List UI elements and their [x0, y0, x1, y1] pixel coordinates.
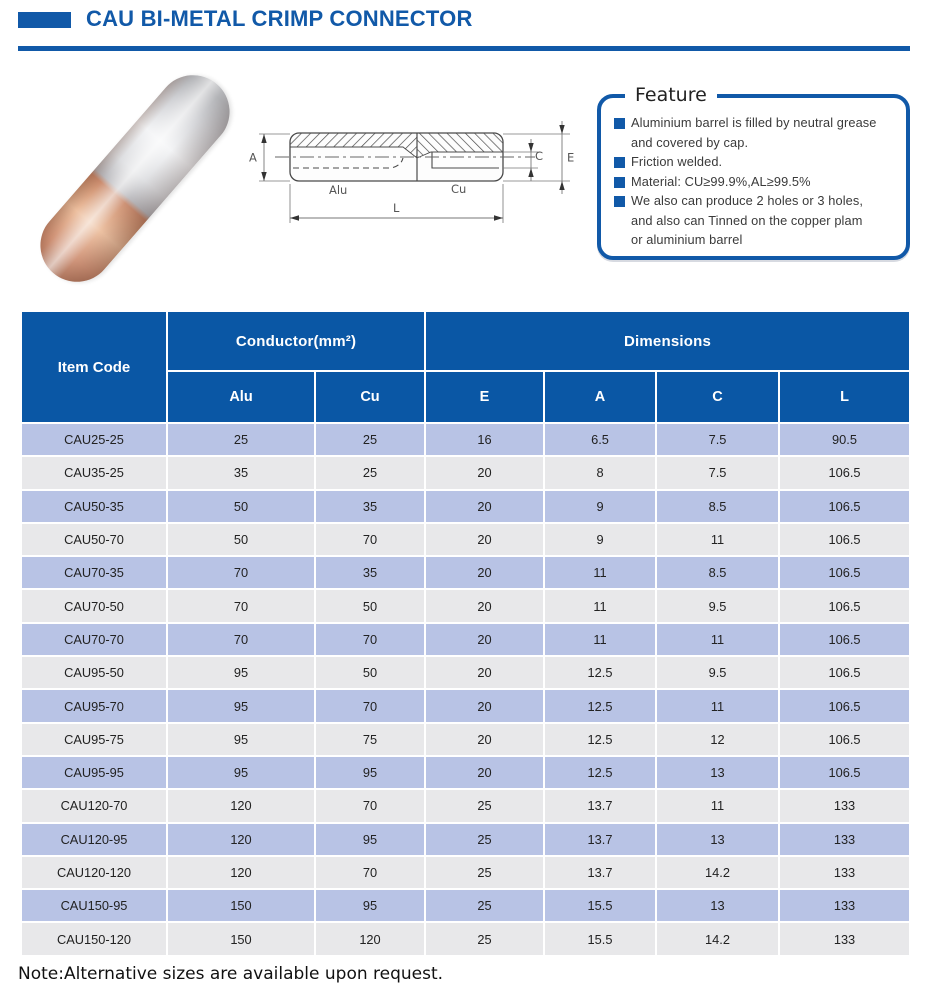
value-cell: 13 — [656, 889, 779, 922]
value-cell: 7.5 — [656, 423, 779, 456]
value-cell: 106.5 — [779, 689, 910, 722]
col-header-cu: Cu — [315, 371, 425, 423]
value-cell: 12 — [656, 723, 779, 756]
col-header-l: L — [779, 371, 910, 423]
feature-item — [614, 172, 898, 192]
value-cell: 13 — [656, 823, 779, 856]
value-cell: 8 — [544, 456, 656, 489]
col-header-item-code: Item Code — [21, 311, 167, 423]
bullet-square-icon — [614, 157, 625, 168]
value-cell: 70 — [167, 589, 315, 622]
value-cell: 13 — [656, 756, 779, 789]
value-cell: 70 — [167, 556, 315, 589]
value-cell: 11 — [544, 589, 656, 622]
feature-item-text: Friction welded. — [631, 154, 723, 169]
value-cell: 95 — [167, 723, 315, 756]
bimetal-connector-image — [25, 60, 244, 297]
item-code-cell: CAU25-25 — [21, 423, 167, 456]
feature-box — [597, 84, 910, 260]
value-cell: 75 — [315, 723, 425, 756]
footer-note: Note:Alternative sizes are available upon request. — [18, 964, 444, 984]
dim-label-e: E — [567, 150, 575, 165]
dim-label-a: A — [249, 150, 257, 165]
feature-item-text: We also can produce 2 holes or 3 holes, and also can Tinned on the copper plam or aluminium barrel — [631, 193, 864, 247]
table-row — [21, 490, 910, 523]
value-cell: 14.2 — [656, 856, 779, 889]
value-cell: 20 — [425, 523, 544, 556]
value-cell: 25 — [167, 423, 315, 456]
value-cell: 50 — [167, 490, 315, 523]
value-cell: 95 — [315, 823, 425, 856]
value-cell: 120 — [167, 823, 315, 856]
title-rule — [18, 46, 910, 51]
value-cell: 133 — [779, 922, 910, 955]
value-cell: 12.5 — [544, 689, 656, 722]
value-cell: 12.5 — [544, 723, 656, 756]
table-row — [21, 922, 910, 955]
col-header-a: A — [544, 371, 656, 423]
value-cell: 15.5 — [544, 922, 656, 955]
value-cell: 106.5 — [779, 490, 910, 523]
value-cell: 120 — [167, 789, 315, 822]
value-cell: 106.5 — [779, 656, 910, 689]
value-cell: 70 — [315, 856, 425, 889]
value-cell: 50 — [315, 589, 425, 622]
value-cell: 13.7 — [544, 789, 656, 822]
value-cell: 70 — [315, 689, 425, 722]
table-row — [21, 889, 910, 922]
value-cell: 35 — [315, 490, 425, 523]
value-cell: 106.5 — [779, 523, 910, 556]
col-header-e: E — [425, 371, 544, 423]
dim-label-c: C — [535, 149, 544, 163]
value-cell: 9 — [544, 490, 656, 523]
value-cell: 13.7 — [544, 823, 656, 856]
value-cell: 106.5 — [779, 623, 910, 656]
alu-label: Alu — [329, 183, 348, 197]
item-code-cell: CAU35-25 — [21, 456, 167, 489]
value-cell: 11 — [544, 623, 656, 656]
value-cell: 25 — [425, 789, 544, 822]
table-body — [21, 423, 910, 956]
value-cell: 20 — [425, 756, 544, 789]
value-cell: 106.5 — [779, 456, 910, 489]
feature-list — [601, 98, 906, 250]
title-accent-bar — [18, 12, 71, 28]
value-cell: 11 — [656, 689, 779, 722]
table-row — [21, 589, 910, 622]
col-header-alu: Alu — [167, 371, 315, 423]
table-row — [21, 423, 910, 456]
value-cell: 16 — [425, 423, 544, 456]
value-cell: 8.5 — [656, 490, 779, 523]
value-cell: 106.5 — [779, 589, 910, 622]
value-cell: 20 — [425, 689, 544, 722]
value-cell: 25 — [315, 423, 425, 456]
item-code-cell: CAU70-70 — [21, 623, 167, 656]
value-cell: 95 — [167, 689, 315, 722]
value-cell: 70 — [315, 623, 425, 656]
value-cell: 25 — [315, 456, 425, 489]
table-row — [21, 723, 910, 756]
value-cell: 150 — [167, 922, 315, 955]
value-cell: 50 — [167, 523, 315, 556]
table-row — [21, 523, 910, 556]
value-cell: 150 — [167, 889, 315, 922]
table-row — [21, 789, 910, 822]
value-cell: 95 — [315, 756, 425, 789]
table-row — [21, 689, 910, 722]
page-title: CAU BI-METAL CRIMP CONNECTOR — [86, 6, 473, 31]
value-cell: 35 — [315, 556, 425, 589]
technical-drawing — [245, 88, 580, 238]
value-cell: 11 — [656, 523, 779, 556]
value-cell: 106.5 — [779, 723, 910, 756]
value-cell: 20 — [425, 456, 544, 489]
value-cell: 90.5 — [779, 423, 910, 456]
value-cell: 95 — [315, 889, 425, 922]
table-row — [21, 823, 910, 856]
value-cell: 20 — [425, 490, 544, 523]
value-cell: 12.5 — [544, 656, 656, 689]
table-row — [21, 656, 910, 689]
value-cell: 120 — [167, 856, 315, 889]
value-cell: 133 — [779, 889, 910, 922]
value-cell: 8.5 — [656, 556, 779, 589]
value-cell: 11 — [656, 623, 779, 656]
value-cell: 106.5 — [779, 556, 910, 589]
item-code-cell: CAU50-70 — [21, 523, 167, 556]
value-cell: 20 — [425, 723, 544, 756]
value-cell: 15.5 — [544, 889, 656, 922]
product-photo — [10, 72, 265, 290]
feature-title: Feature — [625, 84, 717, 106]
item-code-cell: CAU150-95 — [21, 889, 167, 922]
value-cell: 35 — [167, 456, 315, 489]
value-cell: 95 — [167, 656, 315, 689]
bullet-square-icon — [614, 118, 625, 129]
feature-item-text: Aluminium barrel is filled by neutral grease and covered by cap. — [631, 115, 877, 150]
value-cell: 25 — [425, 922, 544, 955]
value-cell: 20 — [425, 656, 544, 689]
value-cell: 6.5 — [544, 423, 656, 456]
value-cell: 133 — [779, 789, 910, 822]
value-cell: 14.2 — [656, 922, 779, 955]
value-cell: 70 — [315, 523, 425, 556]
value-cell: 11 — [544, 556, 656, 589]
value-cell: 50 — [315, 656, 425, 689]
value-cell: 133 — [779, 856, 910, 889]
value-cell: 13.7 — [544, 856, 656, 889]
item-code-cell: CAU150-120 — [21, 922, 167, 955]
value-cell: 9.5 — [656, 589, 779, 622]
col-header-c: C — [656, 371, 779, 423]
feature-item — [614, 191, 898, 250]
col-group-conductor: Conductor(mm²) — [167, 311, 425, 371]
value-cell: 9 — [544, 523, 656, 556]
feature-item — [614, 152, 898, 172]
feature-item-text: Material: CU≥99.9%,AL≥99.5% — [631, 173, 811, 189]
item-code-cell: CAU95-95 — [21, 756, 167, 789]
value-cell: 106.5 — [779, 756, 910, 789]
item-code-cell: CAU70-35 — [21, 556, 167, 589]
item-code-cell: CAU95-70 — [21, 689, 167, 722]
value-cell: 133 — [779, 823, 910, 856]
value-cell: 70 — [315, 789, 425, 822]
cu-label: Cu — [451, 182, 467, 196]
spec-table — [20, 310, 911, 957]
dim-label-l: L — [393, 201, 400, 215]
table-row — [21, 556, 910, 589]
table-row — [21, 856, 910, 889]
value-cell: 25 — [425, 823, 544, 856]
value-cell: 20 — [425, 589, 544, 622]
item-code-cell: CAU95-75 — [21, 723, 167, 756]
col-group-dimensions: Dimensions — [425, 311, 910, 371]
bullet-square-icon — [614, 196, 625, 207]
value-cell: 70 — [167, 623, 315, 656]
value-cell: 20 — [425, 623, 544, 656]
table-row — [21, 623, 910, 656]
value-cell: 9.5 — [656, 656, 779, 689]
table-row — [21, 456, 910, 489]
item-code-cell: CAU70-50 — [21, 589, 167, 622]
bullet-square-icon — [614, 177, 625, 188]
item-code-cell: CAU50-35 — [21, 490, 167, 523]
table-row — [21, 756, 910, 789]
value-cell: 25 — [425, 889, 544, 922]
value-cell: 95 — [167, 756, 315, 789]
item-code-cell: CAU95-50 — [21, 656, 167, 689]
value-cell: 11 — [656, 789, 779, 822]
value-cell: 20 — [425, 556, 544, 589]
feature-item — [614, 113, 898, 152]
item-code-cell: CAU120-120 — [21, 856, 167, 889]
value-cell: 120 — [315, 922, 425, 955]
item-code-cell: CAU120-95 — [21, 823, 167, 856]
value-cell: 12.5 — [544, 756, 656, 789]
value-cell: 7.5 — [656, 456, 779, 489]
value-cell: 25 — [425, 856, 544, 889]
item-code-cell: CAU120-70 — [21, 789, 167, 822]
